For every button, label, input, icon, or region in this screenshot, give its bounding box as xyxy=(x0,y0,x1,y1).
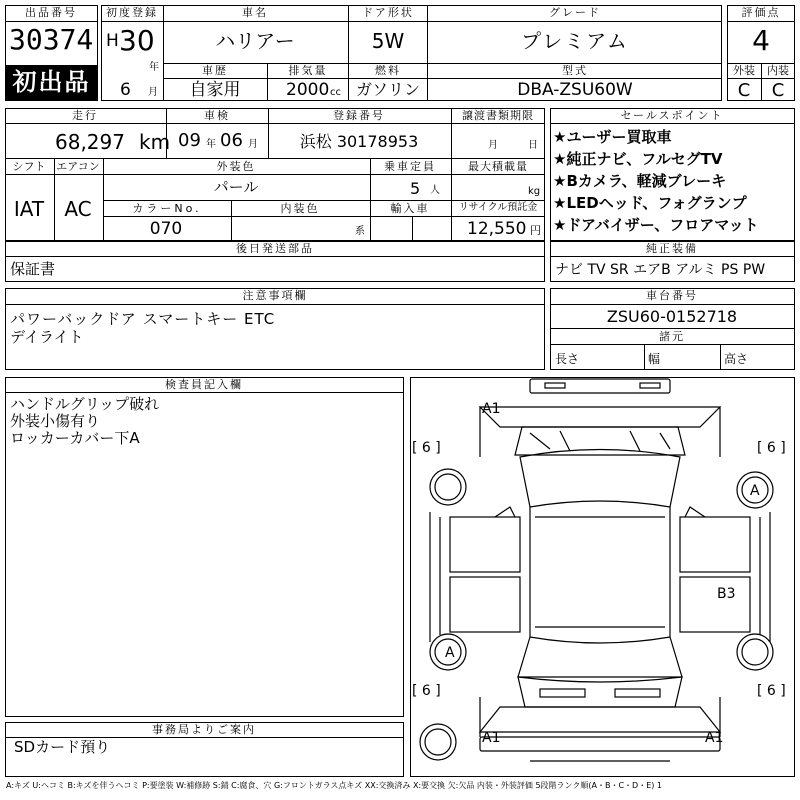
mark-right-front-wheel: A xyxy=(750,483,760,499)
car-name-label: 車名 xyxy=(242,6,268,19)
inspection-month: 06 xyxy=(220,130,243,151)
overall-score: 4 xyxy=(752,24,770,57)
door-type: 5W xyxy=(371,29,405,53)
mark-rear-left: A1 xyxy=(482,730,501,746)
model-code: DBA-ZSU60W xyxy=(517,80,633,100)
transfer-label: 譲渡書類期限 xyxy=(462,109,534,122)
interior-color-unit: 系 xyxy=(355,226,365,237)
year-unit: 年 xyxy=(149,62,159,73)
capacity-label: 乗車定員 xyxy=(384,160,436,173)
mark-tire-rear-left: [ 6 ] xyxy=(412,683,441,699)
later-docs-label: 後日発送部品 xyxy=(236,242,314,255)
chassis-number: ZSU60-0152718 xyxy=(606,307,738,326)
inspector-note-1: ハンドルグリップ破れ xyxy=(10,395,160,413)
notes-line-2: デイライト xyxy=(10,328,84,346)
sales-point-3: ★Bカメラ、軽減ブレーキ xyxy=(553,172,727,190)
sales-points-label: セールスポイント xyxy=(620,109,724,122)
equipment-label: 純正装備 xyxy=(646,242,698,255)
transfer-month-unit: 月 xyxy=(488,140,498,151)
mark-rear-right: A1 xyxy=(705,730,724,746)
mark-front-left: A1 xyxy=(482,401,501,417)
body-color: パール xyxy=(213,178,259,196)
mark-tire-front-right: [ 6 ] xyxy=(757,440,786,456)
color-no-label: カラーNo. xyxy=(132,202,202,215)
inspection-label: 車検 xyxy=(204,109,230,122)
displacement-unit: cc xyxy=(330,87,341,98)
mark-tire-rear-right: [ 6 ] xyxy=(757,683,786,699)
color-no: 070 xyxy=(149,219,183,239)
lot-no-label: 出品番号 xyxy=(25,6,77,19)
inspection-year: 09 xyxy=(178,130,201,151)
recycle-fee: 12,550 xyxy=(467,219,527,239)
capacity-unit: 人 xyxy=(430,185,440,196)
fuel: ガソリン xyxy=(355,80,421,99)
history: 自家用 xyxy=(189,80,241,100)
era: H xyxy=(106,31,119,51)
car-name: ハリアー xyxy=(215,29,295,53)
notes-label: 注意事項欄 xyxy=(242,289,308,302)
sales-point-5: ★ドアバイザー、フロアマット xyxy=(553,216,759,234)
inspection-month-unit: 月 xyxy=(248,139,258,150)
interior-score: C xyxy=(771,80,785,101)
fuel-label: 燃料 xyxy=(375,64,401,77)
mark-left-rear-wheel: A xyxy=(445,645,455,661)
displacement-label: 排気量 xyxy=(288,64,328,77)
first-listing-badge: 初出品 xyxy=(6,65,97,100)
score-label: 評価点 xyxy=(741,6,781,19)
reg-year: 30 xyxy=(119,24,155,57)
mileage-label: 走行 xyxy=(72,109,98,122)
displacement: 2000 xyxy=(286,80,330,100)
notes-line-1: パワーバックドア スマートキー ETC xyxy=(10,310,276,328)
shift: IAT xyxy=(13,197,45,221)
capacity: 5 xyxy=(410,179,421,198)
history-label: 車歴 xyxy=(202,64,228,77)
office-label: 事務局よりご案内 xyxy=(152,723,256,736)
car-diagram xyxy=(410,377,795,777)
color-label: 外装色 xyxy=(216,160,256,173)
mark-tire-front-left: [ 6 ] xyxy=(412,440,441,456)
sales-point-2: ★純正ナビ、フルセグTV xyxy=(553,150,723,168)
month-unit: 月 xyxy=(148,87,158,98)
recycle-label: リサイクル預託金 xyxy=(458,202,538,213)
mark-right-side: B3 xyxy=(717,586,736,602)
legend: A:キズ U:ヘコミ B:キズを伴うヘコミ P:要塗装 W:補修跡 S:錆 C:腐食、穴 G:フロントガラス点キズ XX:交換済み X:要交換 欠:欠品 内装・外装評価 5段階ランク順(A・B・C・D・E) 1 xyxy=(6,781,663,790)
model-label: 型式 xyxy=(562,64,588,77)
interior-color-label: 内装色 xyxy=(280,202,320,215)
recycle-unit: 円 xyxy=(530,224,541,237)
grade-label: グレード xyxy=(549,6,601,19)
inspector-note-2: 外装小傷有り xyxy=(10,412,101,430)
lot-no: 30374 xyxy=(9,23,94,56)
reg-month: 6 xyxy=(120,80,131,100)
interior-score-label: 内装 xyxy=(767,64,789,77)
office-note: SDカード預り xyxy=(14,738,111,756)
length-label: 長さ xyxy=(555,352,580,366)
first-reg-label: 初度登録 xyxy=(106,6,158,19)
aircon: AC xyxy=(64,197,92,221)
max-load-unit: kg xyxy=(528,186,541,197)
grade: プレミアム xyxy=(521,29,629,53)
inspector-note-3: ロッカーカバー下A xyxy=(10,429,140,447)
chassis-label: 車台番号 xyxy=(646,289,698,302)
sales-point-1: ★ユーザー買取車 xyxy=(553,128,672,146)
exterior-score: C xyxy=(737,80,751,101)
import-label: 輸入車 xyxy=(390,202,430,215)
exterior-score-label: 外装 xyxy=(733,64,755,77)
equipment: ナビ TV SR エアB アルミ PS PW xyxy=(555,262,766,278)
width-label: 幅 xyxy=(648,352,661,366)
inspector-label: 検査員記入欄 xyxy=(165,378,243,391)
height-label: 高さ xyxy=(724,352,749,366)
mileage: 68,297 xyxy=(55,130,125,154)
door-label: ドア形状 xyxy=(362,6,414,19)
aircon-label: エアコン xyxy=(56,160,100,173)
mileage-unit: km xyxy=(139,130,171,154)
sales-point-4: ★LEDヘッド、フォグランプ xyxy=(553,194,747,212)
inspection-year-unit: 年 xyxy=(206,139,216,150)
plate-label: 登録番号 xyxy=(333,109,385,122)
max-load-label: 最大積載量 xyxy=(468,160,528,173)
plate-number: 浜松 30178953 xyxy=(299,132,419,151)
later-docs: 保証書 xyxy=(10,260,56,278)
shift-label: シフト xyxy=(12,160,46,173)
transfer-day-unit: 日 xyxy=(528,140,538,151)
dims-label: 諸元 xyxy=(659,330,685,343)
